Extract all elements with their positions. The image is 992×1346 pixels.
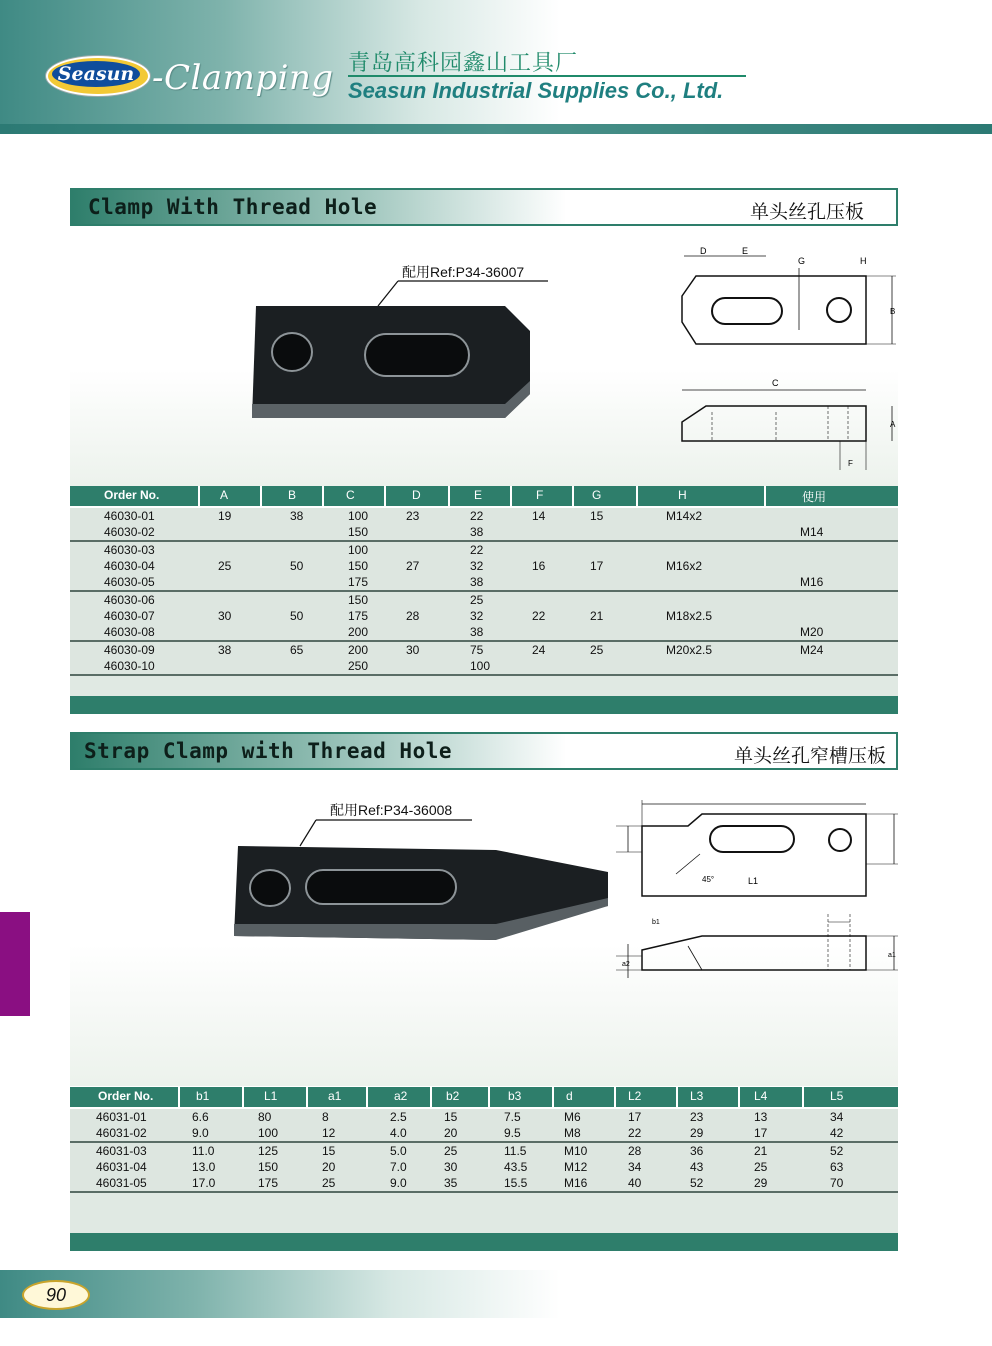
svg-text:E: E (742, 246, 749, 256)
table-cell: 4.0 (390, 1126, 407, 1140)
cell-F: 22 (532, 609, 546, 623)
cell-E: 75 (470, 643, 484, 657)
cell-C: 100 (348, 509, 369, 523)
cell-C: 100 (348, 543, 369, 557)
section1-title-cn: 单头丝孔压板 (749, 202, 864, 223)
order-no-cell: 46031-05 (96, 1176, 147, 1190)
table-cell: 25 (444, 1144, 458, 1158)
order-no-cell: 46030-07 (104, 609, 155, 623)
col-F: F (536, 488, 544, 502)
table-cell: 175 (258, 1176, 279, 1190)
cell-use: M20 (800, 625, 824, 639)
table-row-group (70, 1143, 898, 1193)
table-cell: 17 (628, 1110, 642, 1124)
cell-H: M14x2 (666, 509, 703, 523)
svg-text:H: H (860, 256, 867, 266)
table-cell: 17 (754, 1126, 768, 1140)
section2-title-cn: 单头丝孔窄槽压板 (733, 746, 886, 767)
section2-table-footer-light (70, 1193, 898, 1233)
col-a2: a2 (394, 1089, 408, 1103)
table-cell: 80 (258, 1110, 272, 1124)
order-no-cell: 46030-09 (104, 643, 155, 657)
table-row-group (70, 542, 898, 592)
col-A: A (220, 488, 229, 502)
cell-use: M14 (800, 525, 824, 539)
cell-C: 150 (348, 593, 369, 607)
table-cell: 70 (830, 1176, 844, 1190)
col-D: D (412, 488, 421, 502)
table-cell: 11.0 (192, 1144, 215, 1158)
table-cell: 15 (444, 1110, 458, 1124)
cell-A: 30 (218, 609, 232, 623)
section2-table-footer-dark (70, 1233, 898, 1251)
table-cell: 52 (830, 1144, 844, 1158)
table-cell: 34 (830, 1110, 844, 1124)
header-stripe (0, 124, 992, 134)
dim-b1: b1 (652, 919, 660, 926)
table-cell: M12 (564, 1160, 588, 1174)
cell-D: 27 (406, 559, 420, 573)
svg-text:G: G (798, 256, 806, 266)
cell-B: 50 (290, 609, 304, 623)
svg-text:B: B (890, 307, 896, 316)
table-cell: 20 (322, 1160, 336, 1174)
cell-B: 50 (290, 559, 304, 573)
table-cell: 52 (690, 1176, 704, 1190)
cell-D: 23 (406, 509, 420, 523)
col-b1: b1 (196, 1089, 210, 1103)
section2-technical-drawing (612, 796, 908, 986)
table-cell: 13 (754, 1110, 768, 1124)
table-cell: 12 (322, 1126, 336, 1140)
col-L5: L5 (830, 1089, 844, 1103)
cell-H: M16x2 (666, 559, 703, 573)
section2-table (70, 1087, 898, 1193)
cell-E: 100 (470, 659, 491, 673)
col-E: E (474, 488, 483, 502)
svg-text:F: F (848, 459, 853, 468)
cell-H: M18x2.5 (666, 609, 713, 623)
table-cell: 9.0 (192, 1126, 209, 1140)
table-cell: M8 (564, 1126, 581, 1140)
cell-C: 175 (348, 575, 369, 589)
col-L1: L1 (264, 1089, 278, 1103)
cell-F: 14 (532, 509, 546, 523)
cell-G: 15 (590, 509, 604, 523)
logo-text: Seasun (52, 61, 140, 87)
col-C: C (346, 488, 355, 502)
cell-D: 28 (406, 609, 420, 623)
section1-table-footer-dark (70, 696, 898, 714)
table-row-group (70, 1109, 898, 1143)
col-L4: L4 (754, 1089, 768, 1103)
svg-text:C: C (772, 378, 779, 388)
col-L2: L2 (628, 1089, 642, 1103)
dim-L1: L1 (748, 876, 759, 886)
section1-technical-drawing (676, 240, 906, 468)
table-header (70, 486, 898, 506)
table-cell: 15.5 (504, 1176, 528, 1190)
cell-E: 38 (470, 525, 484, 539)
dim-45deg: 45° (702, 875, 715, 884)
dim-a2: a2 (622, 961, 630, 968)
table-cell: 21 (754, 1144, 768, 1158)
cell-C: 250 (348, 659, 369, 673)
order-no-cell: 46030-03 (104, 543, 155, 557)
cell-H: M20x2.5 (666, 643, 713, 657)
col-d: d (566, 1089, 573, 1103)
brand-suffix: -Clamping (152, 58, 334, 98)
order-no-cell: 46031-03 (96, 1144, 147, 1158)
order-no-cell: 46031-04 (96, 1160, 147, 1174)
table-header (70, 1087, 898, 1107)
section1-ref-label: 配用Ref:P34-36007 (402, 264, 525, 280)
table-cell: M16 (564, 1176, 588, 1190)
section2-header (70, 732, 898, 770)
cell-use: M16 (800, 575, 824, 589)
cell-C: 175 (348, 609, 369, 623)
order-no-cell: 46030-08 (104, 625, 155, 639)
col-b2: b2 (446, 1089, 460, 1103)
cell-E: 38 (470, 625, 484, 639)
col-a1: a1 (328, 1089, 342, 1103)
cell-E: 32 (470, 559, 484, 573)
table-cell: 35 (444, 1176, 458, 1190)
table-cell: 6.6 (192, 1110, 209, 1124)
cell-C: 200 (348, 625, 369, 639)
col-order-no: Order No. (104, 488, 160, 502)
table-cell: 20 (444, 1126, 458, 1140)
table-cell: 17.0 (192, 1176, 216, 1190)
cell-B: 65 (290, 643, 304, 657)
order-no-cell: 46030-01 (104, 509, 155, 523)
cell-E: 25 (470, 593, 484, 607)
cell-A: 25 (218, 559, 232, 573)
order-no-cell: 46030-05 (104, 575, 155, 589)
company-name-cn: 青岛高科园鑫山工具厂 (348, 50, 579, 75)
table-cell: 29 (690, 1126, 704, 1140)
clamp-photo-2 (220, 800, 620, 950)
order-no-cell: 46031-01 (96, 1110, 147, 1124)
cell-F: 24 (532, 643, 546, 657)
side-tab-marker (0, 912, 30, 1016)
company-name-en: Seasun Industrial Supplies Co., Ltd. (348, 78, 724, 103)
table-cell: 36 (690, 1144, 704, 1158)
cell-E: 22 (470, 509, 484, 523)
table-cell: 23 (690, 1110, 704, 1124)
col-b3: b3 (508, 1089, 522, 1103)
table-cell: 11.5 (504, 1144, 527, 1158)
cell-G: 17 (590, 559, 604, 573)
table-cell: 9.5 (504, 1126, 521, 1140)
cell-F: 16 (532, 559, 546, 573)
table-cell: 29 (754, 1176, 768, 1190)
cell-A: 19 (218, 509, 232, 523)
table-cell: 25 (322, 1176, 336, 1190)
col-H: H (678, 488, 687, 502)
table-cell: 13.0 (192, 1160, 216, 1174)
cell-B: 38 (290, 509, 304, 523)
cell-G: 25 (590, 643, 604, 657)
cell-E: 32 (470, 609, 484, 623)
cell-G: 21 (590, 609, 604, 623)
svg-text:A: A (890, 420, 896, 429)
order-no-cell: 46030-02 (104, 525, 155, 539)
section1-table (70, 486, 898, 676)
table-row-group (70, 642, 898, 676)
col-L3: L3 (690, 1089, 704, 1103)
table-cell: 2.5 (390, 1110, 407, 1124)
order-no-cell: 46031-02 (96, 1126, 147, 1140)
cell-A: 38 (218, 643, 232, 657)
table-cell: 28 (628, 1144, 642, 1158)
cell-C: 150 (348, 525, 369, 539)
svg-text:D: D (700, 246, 707, 256)
table-cell: 100 (258, 1126, 279, 1140)
section2-ref-label: 配用Ref:P34-36008 (330, 802, 453, 818)
table-cell: 5.0 (390, 1144, 407, 1158)
section1-header (70, 188, 898, 226)
table-cell: 7.5 (504, 1110, 521, 1124)
dim-a1: a1 (888, 952, 896, 959)
col-G: G (592, 488, 602, 502)
order-no-cell: 46030-04 (104, 559, 155, 573)
company-divider (348, 75, 746, 77)
table-cell: 25 (754, 1160, 768, 1174)
col-order-no: Order No. (98, 1089, 154, 1103)
table-cell: 43 (690, 1160, 704, 1174)
table-row-group (70, 592, 898, 642)
order-no-cell: 46030-10 (104, 659, 155, 673)
cell-E: 22 (470, 543, 484, 557)
table-cell: M10 (564, 1144, 588, 1158)
table-cell: 7.0 (390, 1160, 407, 1174)
cell-use: M24 (800, 643, 824, 657)
table-cell: 150 (258, 1160, 279, 1174)
table-cell: 8 (322, 1110, 329, 1124)
cell-C: 200 (348, 643, 369, 657)
table-cell: 22 (628, 1126, 642, 1140)
table-cell: M6 (564, 1110, 581, 1124)
col-B: B (288, 488, 297, 502)
table-cell: 9.0 (390, 1176, 407, 1190)
cell-E: 38 (470, 575, 484, 589)
section2-title: Strap Clamp with Thread Hole (84, 739, 453, 763)
table-cell: 42 (830, 1126, 844, 1140)
cell-D: 30 (406, 643, 420, 657)
table-cell: 30 (444, 1160, 458, 1174)
col-use: 使用 (802, 490, 827, 504)
clamp-photo-1 (240, 276, 550, 426)
page-number: 90 (22, 1280, 90, 1310)
section1-table-footer-light (70, 676, 898, 696)
order-no-cell: 46030-06 (104, 593, 155, 607)
table-cell: 34 (628, 1160, 642, 1174)
table-cell: 43.5 (504, 1160, 528, 1174)
section1-title: Clamp With Thread Hole (88, 195, 378, 219)
table-cell: 15 (322, 1144, 336, 1158)
table-cell: 40 (628, 1176, 642, 1190)
cell-C: 150 (348, 559, 369, 573)
table-cell: 63 (830, 1160, 844, 1174)
table-row-group (70, 508, 898, 542)
table-cell: 125 (258, 1144, 279, 1158)
